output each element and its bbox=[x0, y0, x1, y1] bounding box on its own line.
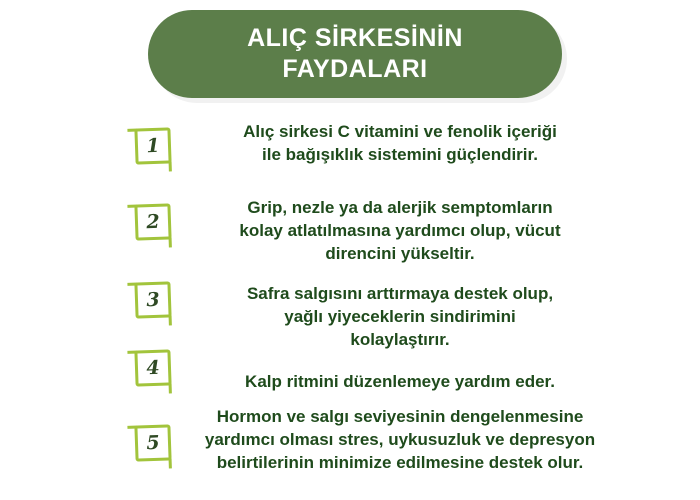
benefit-text-line: Alıç sirkesi C vitamini ve fenolik içeriği bbox=[243, 122, 557, 141]
title-banner bbox=[148, 10, 562, 98]
number-label: 5 bbox=[145, 431, 160, 454]
benefit-text-line: Kalp ritmini düzenlemeye yardım eder. bbox=[245, 372, 555, 391]
title-line-1: ALIÇ SİRKESİNİN bbox=[247, 24, 463, 52]
benefit-text-line: Grip, nezle ya da alerjik semptomların bbox=[247, 198, 553, 217]
number-box-1 bbox=[134, 127, 171, 164]
benefit-text-line: yağlı yiyeceklerin sindirimini bbox=[284, 307, 516, 326]
benefit-text-line: kolay atlatılmasına yardımcı olup, vücut bbox=[239, 221, 561, 240]
benefit-text-line: Hormon ve salgı seviyesinin dengelenmesine bbox=[216, 407, 584, 426]
number-box-2 bbox=[134, 203, 171, 240]
benefit-text-line: Safra salgısını arttırmaya destek olup, bbox=[246, 284, 554, 303]
number-box-5 bbox=[134, 424, 171, 461]
benefit-text bbox=[180, 370, 620, 393]
benefit-text-line: ile bağışıklık sistemini güçlendirir. bbox=[262, 145, 538, 164]
benefit-text bbox=[180, 196, 620, 265]
number-box-4 bbox=[134, 349, 171, 386]
number-label: 4 bbox=[145, 356, 160, 379]
number-label: 1 bbox=[145, 134, 160, 157]
benefit-text-line: yardımcı olması stres, uykusuzluk ve depresyon bbox=[204, 430, 596, 449]
title-line-2: FAYDALARI bbox=[282, 55, 428, 83]
benefit-text-line: kolaylaştırır. bbox=[350, 330, 450, 349]
benefit-text bbox=[180, 120, 620, 166]
number-label: 3 bbox=[145, 288, 160, 311]
benefit-text bbox=[180, 282, 620, 351]
number-box-3 bbox=[134, 281, 171, 318]
benefit-text-line: direncini yükseltir. bbox=[325, 244, 475, 263]
number-label: 2 bbox=[145, 210, 160, 233]
benefit-text bbox=[180, 405, 620, 474]
benefit-text-line: belirtilerinin minimize edilmesine destek olur. bbox=[216, 453, 584, 472]
